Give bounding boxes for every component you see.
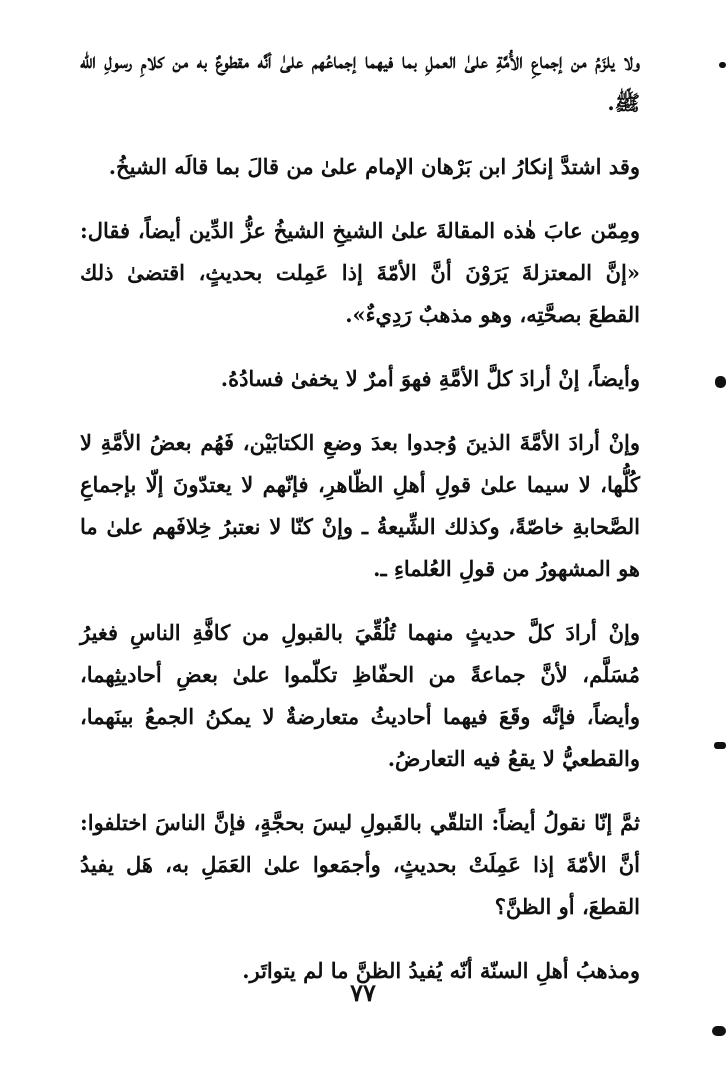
- paragraph-1: ولا يلزَمُ من إجماعِ الأُمَّةِ علىٰ العملِ بما فيهما إجماعُهم علىٰ أنَّه مقطوعٌ به من كلامِ رسولِ الله ﷺ.: [80, 48, 640, 115]
- paragraph-7: ثمَّ إنّا نقولُ أيضاً: التلقّي بالقَبولِ ليسَ بحجَّةٍ، فإنَّ الناسَ اختلفوا: أنَّ الأمّةَ إذا عَمِلَتْ بحديثٍ، وأجمَعوا علىٰ العَمَلِ به، هَل يفيدُ القطعَ، أو الظنَّ؟: [80, 810, 640, 919]
- paragraph-6: وإنْ أرادَ كلَّ حديثٍ منهما تُلُقِّيَ بالقبولِ من كافَّةِ الناسِ فغيرُ مُسَلَّم، لأنَّ جماعةً من الحفّاظِ تكلّموا علىٰ بعضِ أحاديثِهما، وأيضاً، فإنَّه وقَعَ فيهما أحاديثُ متعارضةٌ لا يمكنُ الجمعُ بينَهما، والقطعيُّ لا يقعُ فيه التعارضُ.: [80, 620, 640, 771]
- body-text: [80, 40, 640, 992]
- scan-edge-mark: [712, 1026, 726, 1036]
- paragraph-2: وقد اشتدَّ إنكارُ ابن بَرْهان الإمام علىٰ من قالَ بما قالَه الشيخُ.: [108, 154, 640, 179]
- paragraph-4: وأيضاً، إنْ أرادَ كلَّ الأمَّةِ فهوَ أمرٌ لا يخفىٰ فسادُهُ.: [220, 366, 640, 391]
- paragraph-5: وإنْ أرادَ الأمَّةَ الذينَ وُجدوا بعدَ وضعِ الكتابَيْن، فَهُم بعضُ الأمَّةِ لا كُلُّها، لا سيما علىٰ قولِ أهلِ الظّاهرِ، فإنّهم لا يعتدّونَ إلّا بإجماعِ الصَّحابةِ خاصّةً، وكذلك الشِّيعةُ ـ وإنْ كنّا لا نعتبرُ خِلافَهم علىٰ ما هو المشهورُ من قولِ العُلماءِ ـ.: [80, 430, 640, 581]
- scan-edge-mark: [719, 62, 726, 68]
- page-number: ٧٧: [350, 978, 376, 1007]
- paragraph-3: ومِمّن عابَ هٰذه المقالةَ علىٰ الشيخِ الشيخُ عزُّ الدِّين أيضاً، فقال: «إنَّ المعتزلةَ يَرَوْنَ أنَّ الأمّةَ إذا عَمِلت بحديثٍ، اقتضىٰ ذلك القطعَ بصحَّتِه، وهو مذهبٌ رَدِيءٌ».: [80, 218, 640, 327]
- paragraph-8: ومذهبُ أهلِ السنّة أنّه يُفيدُ الظنَّ ما لم يتواتَر.: [242, 958, 640, 983]
- scan-edge-mark: [715, 376, 726, 388]
- scan-edge-mark: [714, 742, 726, 749]
